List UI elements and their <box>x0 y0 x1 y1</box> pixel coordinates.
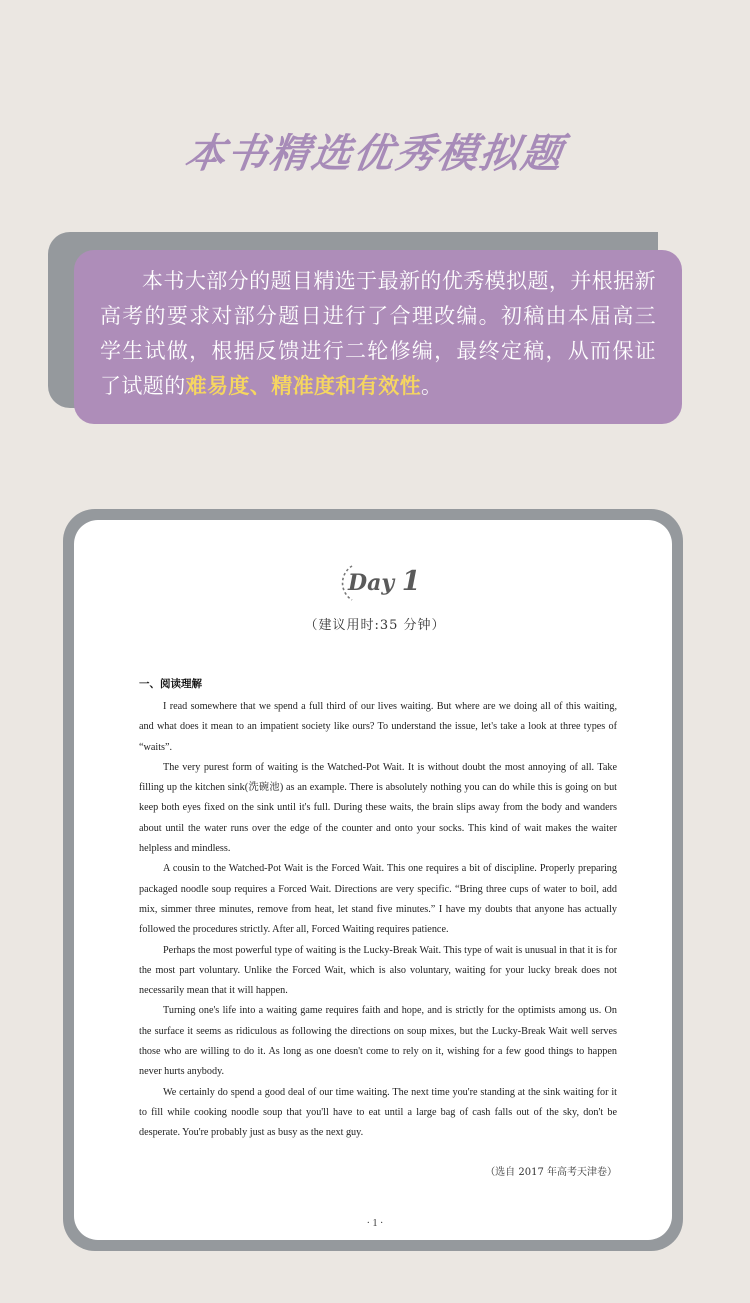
passage-paragraph: The very purest form of waiting is the Watched-Pot Wait. It is without doubt the most annoying of all. Take filling up the kitchen sink(洗碗池) as an example. There is absolutely nothing you can do while this is going on but keep both eyes fixed on the sink until it's full. During these waits, the brain slips away from the body and wanders about until the water runs over the edge of the counter and onto your socks. This kind of wait makes the waiter helpless and mindless. <box>139 761 617 855</box>
time-hint: （建议用时:35 分钟） <box>304 618 446 633</box>
section-heading: 一、阅读理解 <box>139 678 202 690</box>
passage-paragraph: I read somewhere that we spend a full third of our lives waiting. But where are we doing all of this waiting, and what does it mean to an impatient society like ours? To understand the issue, let's take a look at three types of “waits”. <box>139 701 617 753</box>
passage-paragraph: A cousin to the Watched-Pot Wait is the Forced Wait. This one requires a bit of discipline. Properly preparing packaged noodle soup requires a Forced Wait. Directions are very specific. “Bring three cups of water to boil, add mix, simmer three minutes, remove from heat, let stand five minutes.” I have my doubts that anyone has actually followed the procedures strictly. After all, Forced Waiting requires patience. <box>139 863 617 936</box>
intro-highlight: 难易度、精准度和有效性 <box>185 374 422 398</box>
hero-title: 本书精选优秀模拟题 <box>182 131 567 177</box>
intro-text-end: 。 <box>421 374 443 398</box>
passage-paragraph: Turning one's life into a waiting game requires faith and hope, and is strictly for the optimists among us. On the surface it seems as ridiculous as following the directions on soup mixes, but the Lucky-Break Wait well serves those who are willing to do it. As long as one doesn't come to rely on it, wishing for a few good things to happen never hurts anybody. <box>139 1005 617 1078</box>
passage-paragraph: Perhaps the most powerful type of waiting is the Lucky-Break Wait. This type of wait is unusual in that it is for the most part voluntary. Unlike the Forced Wait, which is also voluntary, waiting for your lucky break does not necessarily mean that it will happen. <box>139 944 617 997</box>
day-label <box>348 566 421 597</box>
day-number: 1 <box>401 566 421 597</box>
intro-card <box>74 250 682 424</box>
source-note: （选自 2017 年高考天津卷） <box>485 1167 617 1178</box>
reading-passage <box>139 697 617 1144</box>
day-word: Day <box>348 570 395 596</box>
intro-text-main: 本书大部分的题目精选于最新的优秀模拟题，并根据新高考的要求对部分题日进行了合理改编。初稿由本届高三学生试做，根据反馈进行二轮修编，最终定稿，从而保证了试题的 <box>100 269 656 398</box>
passage-paragraph: We certainly do spend a good deal of our time waiting. The next time you're standing at the sink waiting for it to fill while cooking noodle soup that you'll have to eat until a large bag of cash falls out of the sky, don't be desperate. You're probably just as busy as the next guy. <box>139 1086 617 1139</box>
intro-text <box>100 264 656 404</box>
page-number: · 1 · <box>366 1218 384 1229</box>
